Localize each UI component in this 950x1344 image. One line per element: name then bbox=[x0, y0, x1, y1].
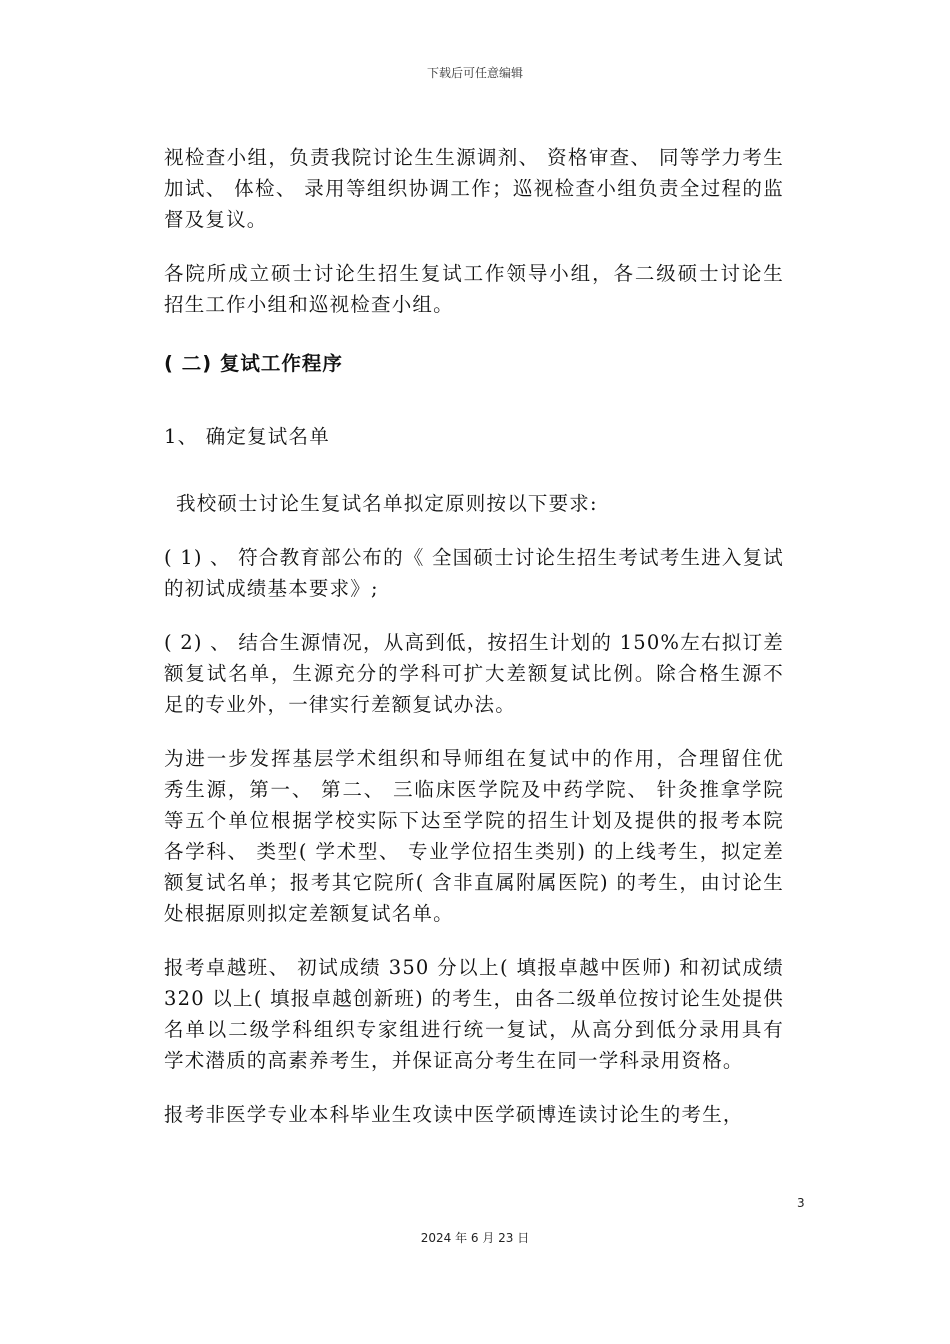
paragraph-4: ( 1) 、 符合教育部公布的《 全国硕士讨论生招生考试考生进入复试的初试成绩基本要求》; bbox=[164, 546, 784, 600]
document-body bbox=[164, 142, 784, 1153]
section-heading: ( 二) 复试工作程序 bbox=[164, 352, 343, 375]
paragraph-6: 为进一步发挥基层学术组织和导师组在复试中的作用，合理留住优秀生源，第一、 第二、 三临床医学院及中药学院、 针灸推拿学院等五个单位根据学校实际下达至学院的招生计划及提供的报考本院各学科、 类型( 学术型、 专业学位招生类别) 的上线考生，拟定差额复试名单；报考其它院所( 含非直属附属医院) 的考生，由讨论生处根据原则拟定差额复试名单。 bbox=[164, 747, 784, 925]
paragraph-8: 报考非医学专业本科毕业生攻读中医学硕博连读讨论生的考生， bbox=[164, 1103, 744, 1126]
paragraph-2: 各院所成立硕士讨论生招生复试工作领导小组，各二级硕士讨论生招生工作小组和巡视检查小组。 bbox=[164, 262, 784, 316]
paragraph-7: 报考卓越班、 初试成绩 350 分以上( 填报卓越中医师) 和初试成绩 320 以上( 填报卓越创新班) 的考生，由各二级单位按讨论生处提供名单以二级学科组织专家组进行统一复试，从高分到低分录用具有学术潜质的高素养考生，并保证高分考生在同一学科录用资格。 bbox=[164, 956, 784, 1072]
paragraph-3: 我校硕士讨论生复试名单拟定原则按以下要求: bbox=[176, 492, 598, 515]
subsection-heading: 1、 确定复试名单 bbox=[164, 425, 330, 448]
page-number: 3 bbox=[797, 1196, 805, 1210]
page-header-note: 下载后可任意编辑 bbox=[426, 66, 523, 80]
footer-date: 2024 年 6 月 23 日 bbox=[420, 1231, 530, 1245]
paragraph-5: ( 2) 、 结合生源情况，从高到低，按招生计划的 150%左右拟订差额复试名单，生源充分的学科可扩大差额复试比例。除合格生源不足的专业外，一律实行差额复试办法。 bbox=[164, 631, 784, 716]
paragraph-1: 视检查小组，负责我院讨论生生源调剂、 资格审查、 同等学力考生加试、 体检、 录用等组织协调工作；巡视检查小组负责全过程的监督及复议。 bbox=[164, 146, 784, 231]
